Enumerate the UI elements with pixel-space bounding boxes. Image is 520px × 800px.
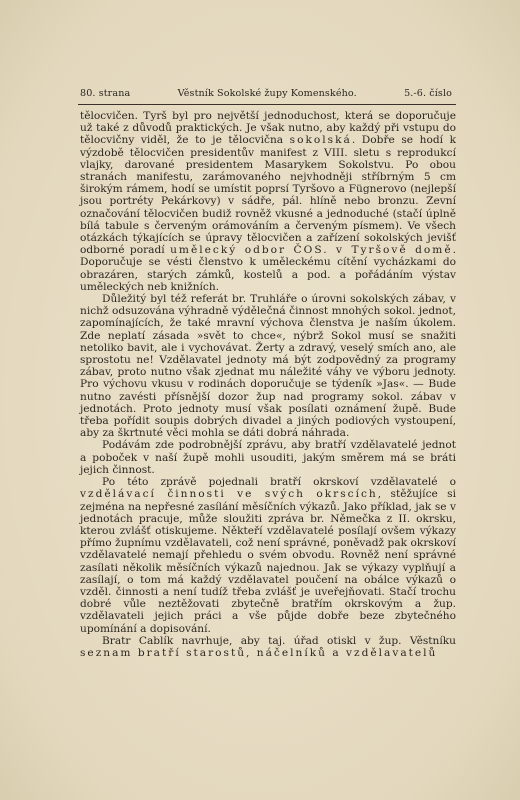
paragraph-text: Bratr Cablík navrhuje, aby taj. úřad otiskl v žup. Věstníku bbox=[102, 634, 456, 647]
spaced-emphasis-text: umělecký odbor ČOS. v Tyršově domě bbox=[170, 244, 453, 257]
paragraph-text: Podávám zde podrobnější zprávu, aby bratří vzdělavatelé jednot a poboček v naší župě mohli usouditi, jakým směrem má se bráti jejich činnost. bbox=[80, 439, 456, 476]
paragraph bbox=[80, 293, 456, 439]
paragraph bbox=[80, 439, 456, 476]
paragraph bbox=[80, 635, 456, 659]
page-number: 80. strana bbox=[80, 88, 131, 99]
spaced-emphasis-text: seznam bratří starostů, náčelníků a vzdělavatelů bbox=[80, 646, 438, 659]
header-rule bbox=[78, 104, 456, 105]
paragraph-text: Důležitý byl též referát br. Truhláře o úrovni sokolských zábav, v nichž odsuzována výhradně výdělečná činnost mnohých sokol. jednot, zapomínajících, že také mravní výchova členstva je naším úkolem. Zde neplatí zásada »svět to chce«, nýbrž Sokol musí se snažiti netoliko bavit, ale i vychovávat. Žerty a zdravý, veselý smích ano, ale sprostotu ne! Vzdělavatel jednoty má být zodpovědný za programy zábav, proto nutno však zjednat mu náležité váhy ve výboru jednoty. Pro výchovu vkusu v rodinách doporučuje se týdeník »Jas«. — Bude nutno zavésti přísnější dozor žup nad programy sokol. zábav v jednotách. Proto jednoty musí však posílati oznámení župě. Bude třeba pořídit soupis dobrých divadel a jiných podiových vystoupení, aby za škrtnuté věci mohla se dáti dobrá náhrada. bbox=[80, 293, 456, 440]
issue-number: 5.-6. číslo bbox=[404, 88, 452, 99]
paragraph-text: . Doporučuje se vésti členstvo k uměleckému cítění vycházkami do obrazáren, starých zámků, kostelů a pod. a pořádáním výstav uměleckých neb knižních. bbox=[80, 244, 456, 293]
spaced-emphasis-text: vzdělávací činnosti ve svých okrscích bbox=[80, 488, 378, 501]
paragraph-text: tělocvičen. Tyrš byl pro největší jednoduchost, která se doporučuje už také z důvodů praktických. Je však nutno, aby každý při vstupu do tělocvičny viděl, že to je tělocvična bbox=[80, 110, 456, 147]
journal-title: Věstník Sokolské župy Komenského. bbox=[177, 88, 357, 99]
paragraph-text: , stěžujíce si zejména na nepřesné zasílání měsíčních výkazů. Jako příklad, jak se v jednotách pracuje, může sloužiti zpráva br. Němečka z II. okrsku, kterou zvlášť otiskujeme. Někteří vzdělavatelé posílají ovšem výkazy přímo župnímu vzdělavateli, což není správné, poněvadž pak okrskoví vzdělavatelé nemají přehledu o svém obvodu. Rovněž není správné zasílati několik měsíčních výkazů najednou. Jak se výkazy vyplňují a zasílají, o tom má každý vzdělavatel poučení na obálce výkazů o vzděl. činnosti a není tudíž třeba zvlášť je uveřejňovati. Stačí trochu dobré vůle neztěžovati zbytečně bratřím okrskovým a žup. vzdělavateli jejich práci a vše půjde dobře beze zbytečného upomínání a dopisování. bbox=[80, 488, 456, 635]
spaced-emphasis-text: sokolská bbox=[289, 134, 352, 147]
paragraph bbox=[80, 110, 456, 293]
page-header bbox=[80, 88, 452, 99]
paragraph-text: Po této zprávě pojednali bratří okrskoví vzdělavatelé o bbox=[102, 476, 456, 489]
paragraph bbox=[80, 476, 456, 635]
paragraph-text: . Dobře se hodí k výzdobě tělocvičen presidentův manifest z VIII. sletu s reprodukcí vlajky, darované presidentem Masarykem Sokolstvu. Po obou stranách manifestu, zarámovaného nejvhodněji stříbrným 5 cm širokým rámem, hodí se umístit poprsí Tyršovo a Fügnerovo (nejlepší jsou portréty Pekárkovy) v sádře, pál. hlíně nebo bronzu. Zevní označování tělocvičen budiž rovněž vkusné a jednoduché (stačí úplně bílá tabule s červeným orámováním a červeným písmem). Ve všech otázkách týkajících se úpravy tělocvičen a zařízení sokolských jevišť odborné poradí bbox=[80, 134, 456, 257]
article-body bbox=[80, 110, 456, 659]
